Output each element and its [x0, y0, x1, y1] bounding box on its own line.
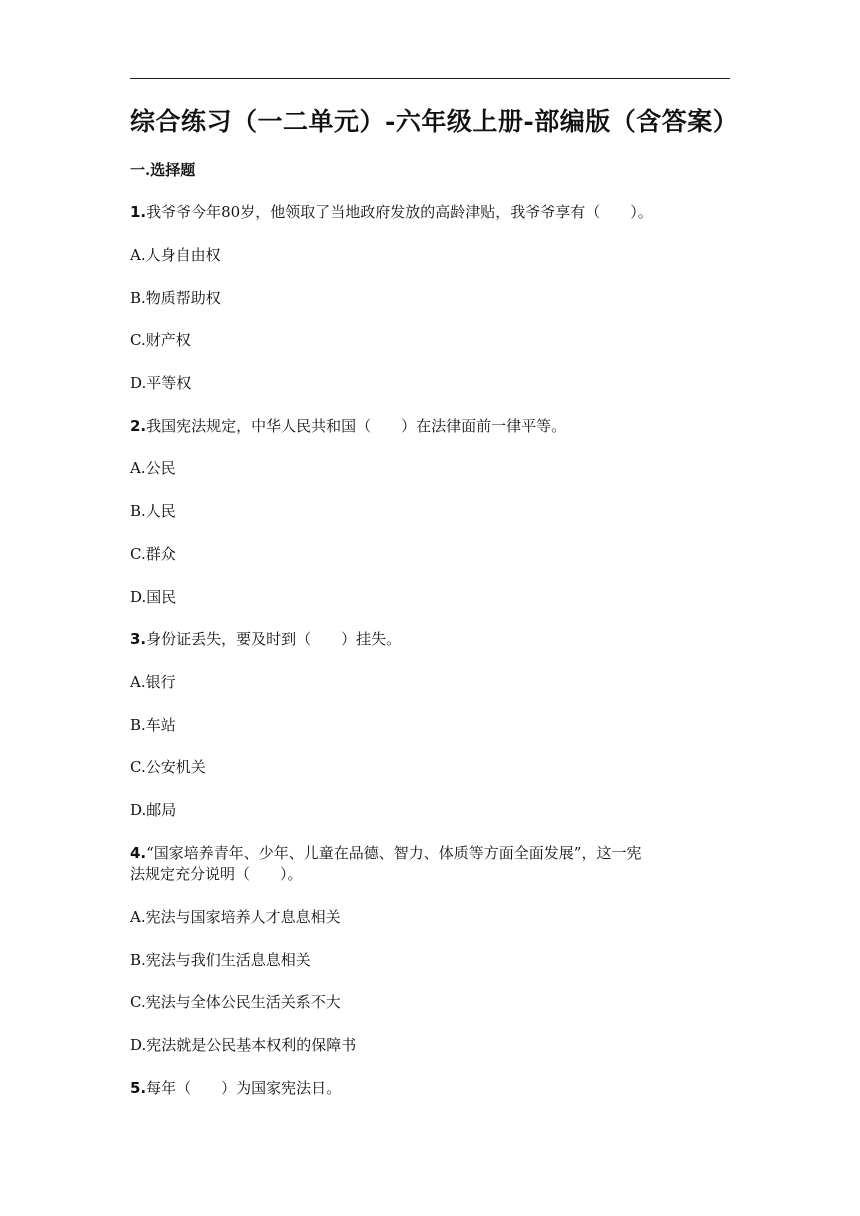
- question-1-option-d: D.平等权: [130, 374, 192, 392]
- question-text: 身份证丢失，要及时到（ ）挂失。: [146, 630, 402, 648]
- question-1: [130, 200, 740, 224]
- question-text: 每年（ ）为国家宪法日。: [146, 1079, 342, 1097]
- section-heading: 一.选择题: [130, 161, 196, 179]
- question-1-option-b: B.物质帮助权: [130, 289, 221, 307]
- question-number: 1.: [130, 203, 147, 221]
- question-4-continued: 法规定充分说明（ ）。: [130, 865, 303, 883]
- question-5: [130, 1076, 740, 1100]
- question-2-option-d: D.国民: [130, 588, 177, 606]
- question-4-option-a: A.宪法与国家培养人才息息相关: [130, 908, 341, 926]
- question-text-line-1: “国家培养青年、少年、儿童在品德、智力、体质等方面全面发展”，这一宪: [146, 844, 642, 862]
- document-title: 综合练习（一二单元）-六年级上册-部编版（含答案）: [130, 107, 739, 136]
- question-number: 4.: [130, 844, 147, 862]
- question-4-option-c: C.宪法与全体公民生活关系不大: [130, 993, 341, 1011]
- question-3: [130, 627, 740, 651]
- question-number: 5.: [130, 1079, 147, 1097]
- question-1-option-c: C.财产权: [130, 331, 191, 349]
- question-2-option-a: A.公民: [130, 459, 176, 477]
- question-3-option-a: A.银行: [130, 673, 176, 691]
- question-2: [130, 414, 740, 438]
- header-rule: [130, 78, 730, 79]
- question-2-option-c: C.群众: [130, 545, 176, 563]
- question-3-option-b: B.车站: [130, 716, 176, 734]
- question-text: 我国宪法规定，中华人民共和国（ ）在法律面前一律平等。: [146, 417, 567, 435]
- question-number: 2.: [130, 417, 147, 435]
- question-4-option-d: D.宪法就是公民基本权利的保障书: [130, 1036, 357, 1054]
- question-3-option-c: C.公安机关: [130, 758, 206, 776]
- question-4-option-b: B.宪法与我们生活息息相关: [130, 951, 311, 969]
- question-number: 3.: [130, 630, 147, 648]
- question-3-option-d: D.邮局: [130, 801, 177, 819]
- question-1-option-a: A.人身自由权: [130, 246, 221, 264]
- question-2-option-b: B.人民: [130, 502, 176, 520]
- question-text: 我爷爷今年80岁，他领取了当地政府发放的高龄津贴，我爷爷享有（ ）。: [146, 203, 653, 221]
